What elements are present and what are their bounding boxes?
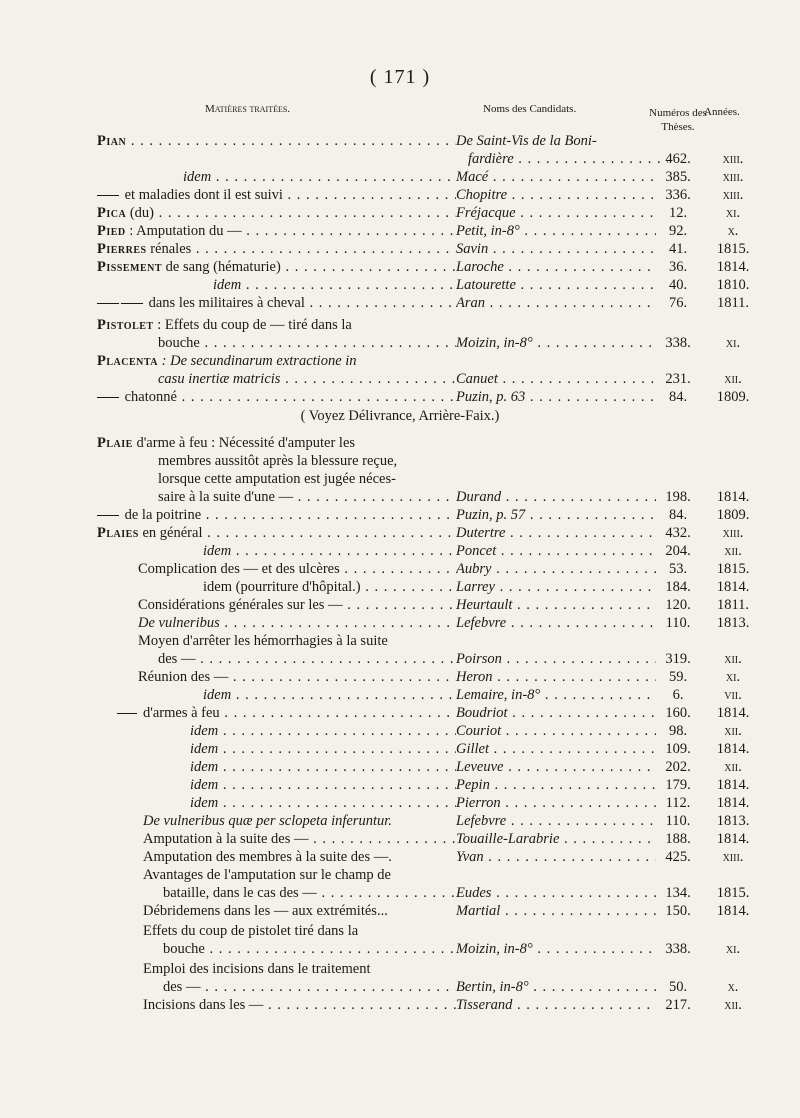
thesis-year: x. [727,223,739,239]
thesis-year: 1815. [716,241,750,257]
entry-head: Placenta [97,353,159,369]
thesis-year: x. [727,979,739,995]
thesis-number: 112. [665,795,691,811]
thesis-year: xii. [724,371,742,387]
thesis-year: 1814. [716,777,750,793]
table-row [0,542,800,560]
entry-text: idem [190,777,219,793]
thesis-number: 425. [665,849,691,865]
table-row [0,776,800,794]
entry-text: en général [142,525,203,541]
entry-text: Amputation à la suite des — [143,831,309,847]
entry-text: lorsque cette amputation est jugée néces- [158,471,396,487]
thesis-year: xi. [725,941,741,957]
entry-text: bataille, dans le cas des — [163,885,317,901]
candidate-name: Lefebvre [456,813,507,829]
candidate-name: Eudes [456,885,492,901]
entry-text: De vulneribus quæ per sclopeta inferuntur. [143,813,392,829]
table-row [0,830,800,848]
table-row [0,848,800,866]
thesis-number: 150. [665,903,691,919]
thesis-year: 1814. [716,831,750,847]
table-row [0,222,800,240]
entry-head: Pistolet [97,317,154,333]
entry-text: idem [183,169,212,185]
thesis-number: 462. [665,151,691,167]
candidate-name: Savin [456,241,489,257]
entry-text: idem [190,741,219,757]
candidate-name: Heron [456,669,493,685]
candidate-name: Aubry [456,561,492,577]
entry-head: Pierres [97,241,147,257]
header-numeros-theses: Numéros des Thèses. [649,107,707,133]
thesis-number: 40. [668,277,688,293]
table-row [0,452,800,470]
entry-text: des — [163,979,201,995]
table-row [0,434,800,452]
table-row [0,722,800,740]
candidate-name: Gillet [456,741,490,757]
candidate-name: Canuet [456,371,498,387]
table-row [0,902,800,920]
thesis-number: 84. [668,507,688,523]
candidate-name: De Saint-Vis de la Boni- [456,133,597,149]
thesis-year: xiii. [722,849,744,865]
candidate-name: Martial [456,903,501,919]
table-row [0,650,800,668]
candidate-name: Puzin, p. 57 [456,507,526,523]
candidate-name: Moizin, in-8° [456,941,533,957]
candidate-name: Chopitre [456,187,508,203]
entry-text: Débridemens dans les — aux extrémités... [143,903,388,919]
ditto-dash [97,397,119,398]
table-row [0,758,800,776]
thesis-year: 1814. [716,579,750,595]
thesis-number: 231. [665,371,691,387]
entry-text: idem [190,759,219,775]
table-row [0,316,800,334]
thesis-number: 120. [665,597,691,613]
thesis-year: 1810. [716,277,750,293]
candidate-name: Tisserand [456,997,513,1013]
entry-text: chatonné [124,389,177,405]
thesis-year: xi. [725,669,741,685]
table-row [0,884,800,902]
cross-reference: ( Voyez Délivrance, Arrière-Faix.) [300,408,500,424]
candidate-name: Durand [456,489,502,505]
table-row [0,668,800,686]
table-row [0,506,800,524]
thesis-number: 6. [672,687,684,703]
entry-text: Avantages de l'amputation sur le champ de [143,867,391,883]
candidate-name: Boudriot [456,705,508,721]
entry-text: idem [203,543,232,559]
thesis-year: xii. [724,997,742,1013]
table-row [0,596,800,614]
table-row [0,150,800,168]
entry-text: Incisions dans les — [143,997,264,1013]
thesis-number: 338. [665,335,691,351]
thesis-year: xii. [724,723,742,739]
entry-text: d'armes à feu [143,705,220,721]
thesis-year: 1814. [716,795,750,811]
entry-text: : De secundinarum extractione in [161,353,357,369]
thesis-number: 50. [668,979,688,995]
table-row [0,334,800,352]
thesis-year: xii. [724,651,742,667]
entry-text: membres aussitôt après la blessure reçue, [158,453,398,469]
candidate-name: Poirson [456,651,502,667]
entry-text: bouche [163,941,205,957]
entry-text: Moyen d'arrêter les hémorrhagies à la suite [138,633,388,649]
thesis-year: xii. [724,543,742,559]
thesis-year: xiii. [722,187,744,203]
entry-text: : Amputation du — [129,223,242,239]
candidate-name: Touaille-Larabrie [456,831,560,847]
entry-text: idem [190,795,219,811]
thesis-number: 41. [668,241,688,257]
thesis-year: xi. [725,205,741,221]
thesis-year: 1815. [716,885,750,901]
candidate-name: Bertin, in-8° [456,979,529,995]
thesis-number: 98. [668,723,688,739]
thesis-year: xiii. [722,525,744,541]
entry-text: Considérations générales sur les — [138,597,343,613]
candidate-name: Macé [456,169,489,185]
ditto-dash [117,713,137,714]
table-row [0,470,800,488]
thesis-number: 184. [665,579,691,595]
candidate-name: Latourette [456,277,516,293]
thesis-year: 1814. [716,489,750,505]
candidate-name: Lefebvre [456,615,507,631]
thesis-number: 76. [668,295,688,311]
entry-text: : Effets du coup de — tiré dans la [157,317,352,333]
thesis-number: 179. [665,777,691,793]
candidate-name: Heurtault [456,597,513,613]
thesis-number: 198. [665,489,691,505]
entry-text: bouche [158,335,200,351]
entry-text: (du) [129,205,154,221]
entry-text: De vulneribus [138,615,220,631]
thesis-number: 336. [665,187,691,203]
table-row [0,294,800,312]
table-row [0,578,800,596]
table-row [0,960,800,978]
thesis-number: 217. [665,997,691,1013]
entry-text: Effets du coup de pistolet tiré dans la [143,923,359,939]
candidate-name: Petit, in-8° [456,223,520,239]
table-row [0,524,800,542]
entry-head: Pied [97,223,126,239]
table-row [0,866,800,884]
table-row [0,740,800,758]
candidate-name: Fréjacque [456,205,516,221]
table-row [0,240,800,258]
table-row [0,352,800,370]
thesis-year: xi. [725,335,741,351]
thesis-number: 160. [665,705,691,721]
thesis-year: 1809. [716,389,750,405]
header-matieres: Matières traitées. [205,103,291,115]
thesis-number: 110. [665,615,691,631]
entry-text: de sang (hématurie) [165,259,281,275]
table-row [0,978,800,996]
candidate-name: Lemaire, in-8° [456,687,541,703]
ditto-dash [121,303,143,304]
thesis-number: 204. [665,543,691,559]
candidate-name: Puzin, p. 63 [456,389,526,405]
entry-head: Plaie [97,435,133,451]
ditto-dash [97,515,119,516]
entry-text: idem (pourriture d'hôpital.) [203,579,361,595]
thesis-number: 202. [665,759,691,775]
thesis-number: 12. [668,205,688,221]
thesis-year: xiii. [722,151,744,167]
header-annees: Années. [704,106,740,118]
table-row [0,812,800,830]
table-row [0,794,800,812]
entry-text: saire à la suite d'une — [158,489,294,505]
candidate-name: Moizin, in-8° [456,335,533,351]
table-row [0,186,800,204]
entry-text: Complication des — et des ulcères [138,561,340,577]
thesis-year: xiii. [722,169,744,185]
ditto-dash [97,195,119,196]
thesis-year: 1813. [716,813,750,829]
candidate-name: Pierron [456,795,501,811]
thesis-year: 1815. [716,561,750,577]
table-row [0,204,800,222]
thesis-number: 134. [665,885,691,901]
thesis-number: 59. [668,669,688,685]
table-row [0,168,800,186]
thesis-number: 110. [665,813,691,829]
candidate-name: Aran [456,295,485,311]
thesis-year: 1814. [716,259,750,275]
thesis-year: 1814. [716,903,750,919]
thesis-number: 92. [668,223,688,239]
table-row [0,258,800,276]
thesis-number: 385. [665,169,691,185]
candidate-name: Poncet [456,543,497,559]
entry-text: Emploi des incisions dans le traitement [143,961,371,977]
entry-text: casu inertiæ matricis [158,371,281,387]
page-number: ( 171 ) [369,66,431,88]
entry-text: idem [190,723,219,739]
thesis-year: 1814. [716,705,750,721]
thesis-number: 319. [665,651,691,667]
thesis-year: xii. [724,759,742,775]
table-row [0,940,800,958]
candidate-name: Leveuve [456,759,504,775]
entry-text: d'arme à feu : Nécessité d'amputer les [136,435,356,451]
entry-head: Pica [97,205,127,221]
entry-head: Plaies [97,525,139,541]
entry-text: rénales [150,241,192,257]
entry-head: Pissement [97,259,163,275]
candidate-name: Dutertre [456,525,506,541]
candidate-name: Yvan [456,849,484,865]
table-row [0,132,800,150]
table-row [0,922,800,940]
thesis-year: 1809. [716,507,750,523]
table-row [0,370,800,388]
thesis-number: 338. [665,941,691,957]
thesis-number: 53. [668,561,688,577]
thesis-year: 1811. [716,295,750,311]
thesis-year: 1813. [716,615,750,631]
thesis-year: 1811. [716,597,750,613]
entry-text: Amputation des membres à la suite des —. [143,849,392,865]
table-row [0,488,800,506]
thesis-number: 188. [665,831,691,847]
ditto-dash [97,303,119,304]
entry-text: des — [158,651,196,667]
table-row [0,686,800,704]
candidate-name: fardière [468,151,514,167]
thesis-number: 109. [665,741,691,757]
thesis-year: 1814. [716,741,750,757]
thesis-number: 36. [668,259,688,275]
entry-text: et maladies dont il est suivi [124,187,283,203]
entry-text: de la poitrine [124,507,202,523]
thesis-number: 432. [665,525,691,541]
entry-text: dans les militaires à cheval [148,295,305,311]
candidate-name: Laroche [456,259,504,275]
table-row [0,388,800,406]
table-row [0,704,800,722]
thesis-year: vii. [724,687,742,703]
table-row [0,614,800,632]
candidate-name: Pepin [456,777,490,793]
header-noms-candidats: Noms des Candidats. [483,103,577,115]
table-row [0,560,800,578]
thesis-number: 84. [668,389,688,405]
entry-text: idem [203,687,232,703]
entry-text: idem [213,277,242,293]
entry-head: Pian [97,133,127,149]
candidate-name: Larrey [456,579,495,595]
table-row [0,276,800,294]
entry-text: Réunion des — [138,669,229,685]
candidate-name: Couriot [456,723,502,739]
table-row [0,632,800,650]
table-row [0,996,800,1014]
